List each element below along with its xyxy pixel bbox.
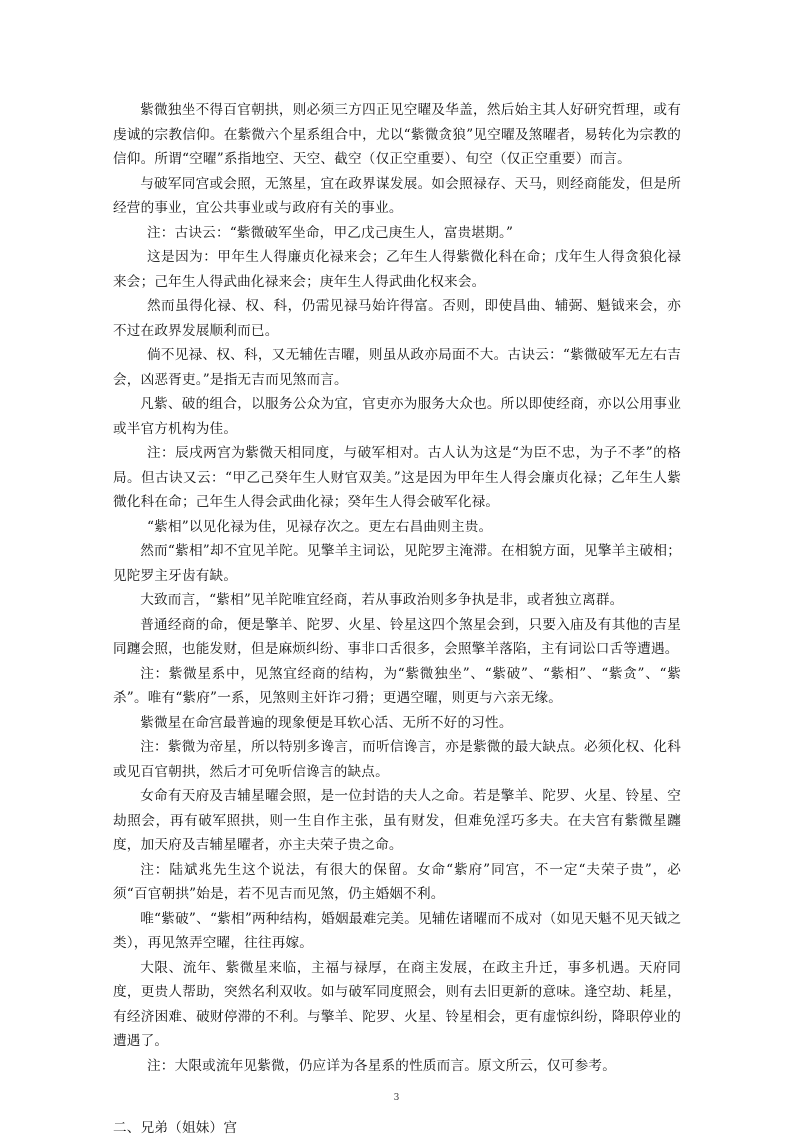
paragraph: 紫微独坐不得百官朝拱，则必须三方四正见空曜及华盖，然后始主其人好研究哲理，或有虔诚的宗教信仰。在紫微六个星系组合中，尤以“紫微贪狼”见空曜及煞曜者，易转化为宗教的信仰。所谓“空曜”系指地空、天空、截空（仅正空重要）、旬空（仅正空重要）而言。 xyxy=(113,102,681,167)
note-paragraph: 注：陆斌兆先生这个说法，有很大的保留。女命“紫府”同宫，不一定“夫荣子贵”，必须“百官朝拱”始是，若不见吉而见煞，仍主婚姻不利。 xyxy=(113,861,681,902)
note-paragraph: 注：紫微为帝星，所以特别多谗言，而听信谗言，亦是紫微的最大缺点。必须化权、化科或见百官朝拱，然后才可免听信谗言的缺点。 xyxy=(113,739,681,780)
paragraph: 唯“紫破”、“紫相”两种结构，婚姻最难完美。见辅佐诸曜而不成对（如见天魁不见天钺之类），再见煞弄空曜，往往再嫁。 xyxy=(113,910,681,951)
paragraph: 大致而言，“紫相”见羊陀唯宜经商，若从事政治则多争执是非，或者独立离群。 xyxy=(140,592,624,608)
paragraph: “紫相”以见化禄为佳，见禄存次之。更左右昌曲则主贵。 xyxy=(147,518,493,535)
paragraph: 紫微星在命宫最普遍的现象便是耳软心活、无所不好的习性。 xyxy=(140,714,513,731)
page-number: 3 xyxy=(393,1093,400,1103)
section-heading: 二、兄弟（姐妹）宫 xyxy=(113,1120,238,1136)
paragraph: 凡紫、破的组合，以服务公众为宜，官吏亦为服务大众也。所以即使经商，亦以公用事业或半官方机构为佳。 xyxy=(113,396,681,437)
body-text xyxy=(113,98,681,1141)
paragraph: 然而“紫相”却不宜见羊陀。见擎羊主词讼，见陀罗主淹滞。在相貌方面，见擎羊主破相；见陀罗主牙齿有缺。 xyxy=(113,543,681,584)
note-paragraph: 注：紫微星系中，见煞宜经商的结构，为“紫微独坐”、“紫破”、“紫相”、“紫贪”、“紫杀”。唯有“紫府”一系，见煞则主奸诈刁猾；更遇空曜，则更与六亲无缘。 xyxy=(113,665,681,706)
paragraph: 大限、流年、紫微星来临，主福与禄厚，在商主发展，在政主升迁，事多机遇。天府同度，更贵人帮助，突然名利双收。如与破军同度照会，则有去旧更新的意味。逢空劫、耗星，有经济困难、破财停滞的不利。与擎羊、陀罗、火星、铃星相会，更有虚惊纠纷，降职停业的遭遇了。 xyxy=(113,959,681,1049)
paragraph: 与破军同宫或会照，无煞星，宜在政界谋发展。如会照禄存、天马，则经商能发，但是所经营的事业，宜公共事业或与政府有关的事业。 xyxy=(113,175,681,216)
paragraph: 普通经商的命，便是擎羊、陀罗、火星、铃星这四个煞星会到，只要入庙及有其他的吉星同躔会照，也能发财，但是麻烦纠纷、事非口舌很多，会照擎羊落陷，主有词讼口舌等遭遇。 xyxy=(113,616,681,657)
paragraph: 女命有天府及吉辅星曜会照，是一位封诰的夫人之命。若是擎羊、陀罗、火星、铃星、空劫照会，再有破军照拱，则一生自作主张，虽有财发，但难免淫巧多夫。在夫宫有紫微星躔度，加天府及吉辅星曜者，亦主夫荣子贵之命。 xyxy=(113,788,681,853)
note-paragraph: 注：辰戌两宫为紫微天相同度，与破军相对。古人认为这是“为臣不忠，为子不孝”的格局。但古诀又云：“甲乙己癸年生人财官双美。”这是因为甲年生人得会廉贞化禄；乙年生人紫微化科在命；己年生人得会武曲化禄；癸年生人得会破军化禄。 xyxy=(113,445,681,510)
note-paragraph: 注：大限或流年见紫微，仍应详为各星系的性质而言。原文所云，仅可参考。 xyxy=(147,1057,616,1074)
note-paragraph: 注：古诀云：“紫微破军坐命，甲乙戊己庚生人，富贵堪期。” xyxy=(147,224,514,241)
paragraph: 倘不见禄、权、科，又无辅佐吉曜，则虽从政亦局面不大。古诀云：“紫微破军无左右吉会，凶恶胥吏。”是指无吉而见煞而言。 xyxy=(113,347,681,388)
paragraph: 这是因为：甲年生人得廉贞化禄来会；乙年生人得紫微化科在命；戊年生人得贪狼化禄来会；己年生人得武曲化禄来会；庚年生人得武曲化权来会。 xyxy=(113,249,681,290)
paragraph: 然而虽得化禄、权、科，仍需见禄马始许得富。否则，即使昌曲、辅弼、魁钺来会，亦不过在政界发展顺利而已。 xyxy=(113,298,681,339)
